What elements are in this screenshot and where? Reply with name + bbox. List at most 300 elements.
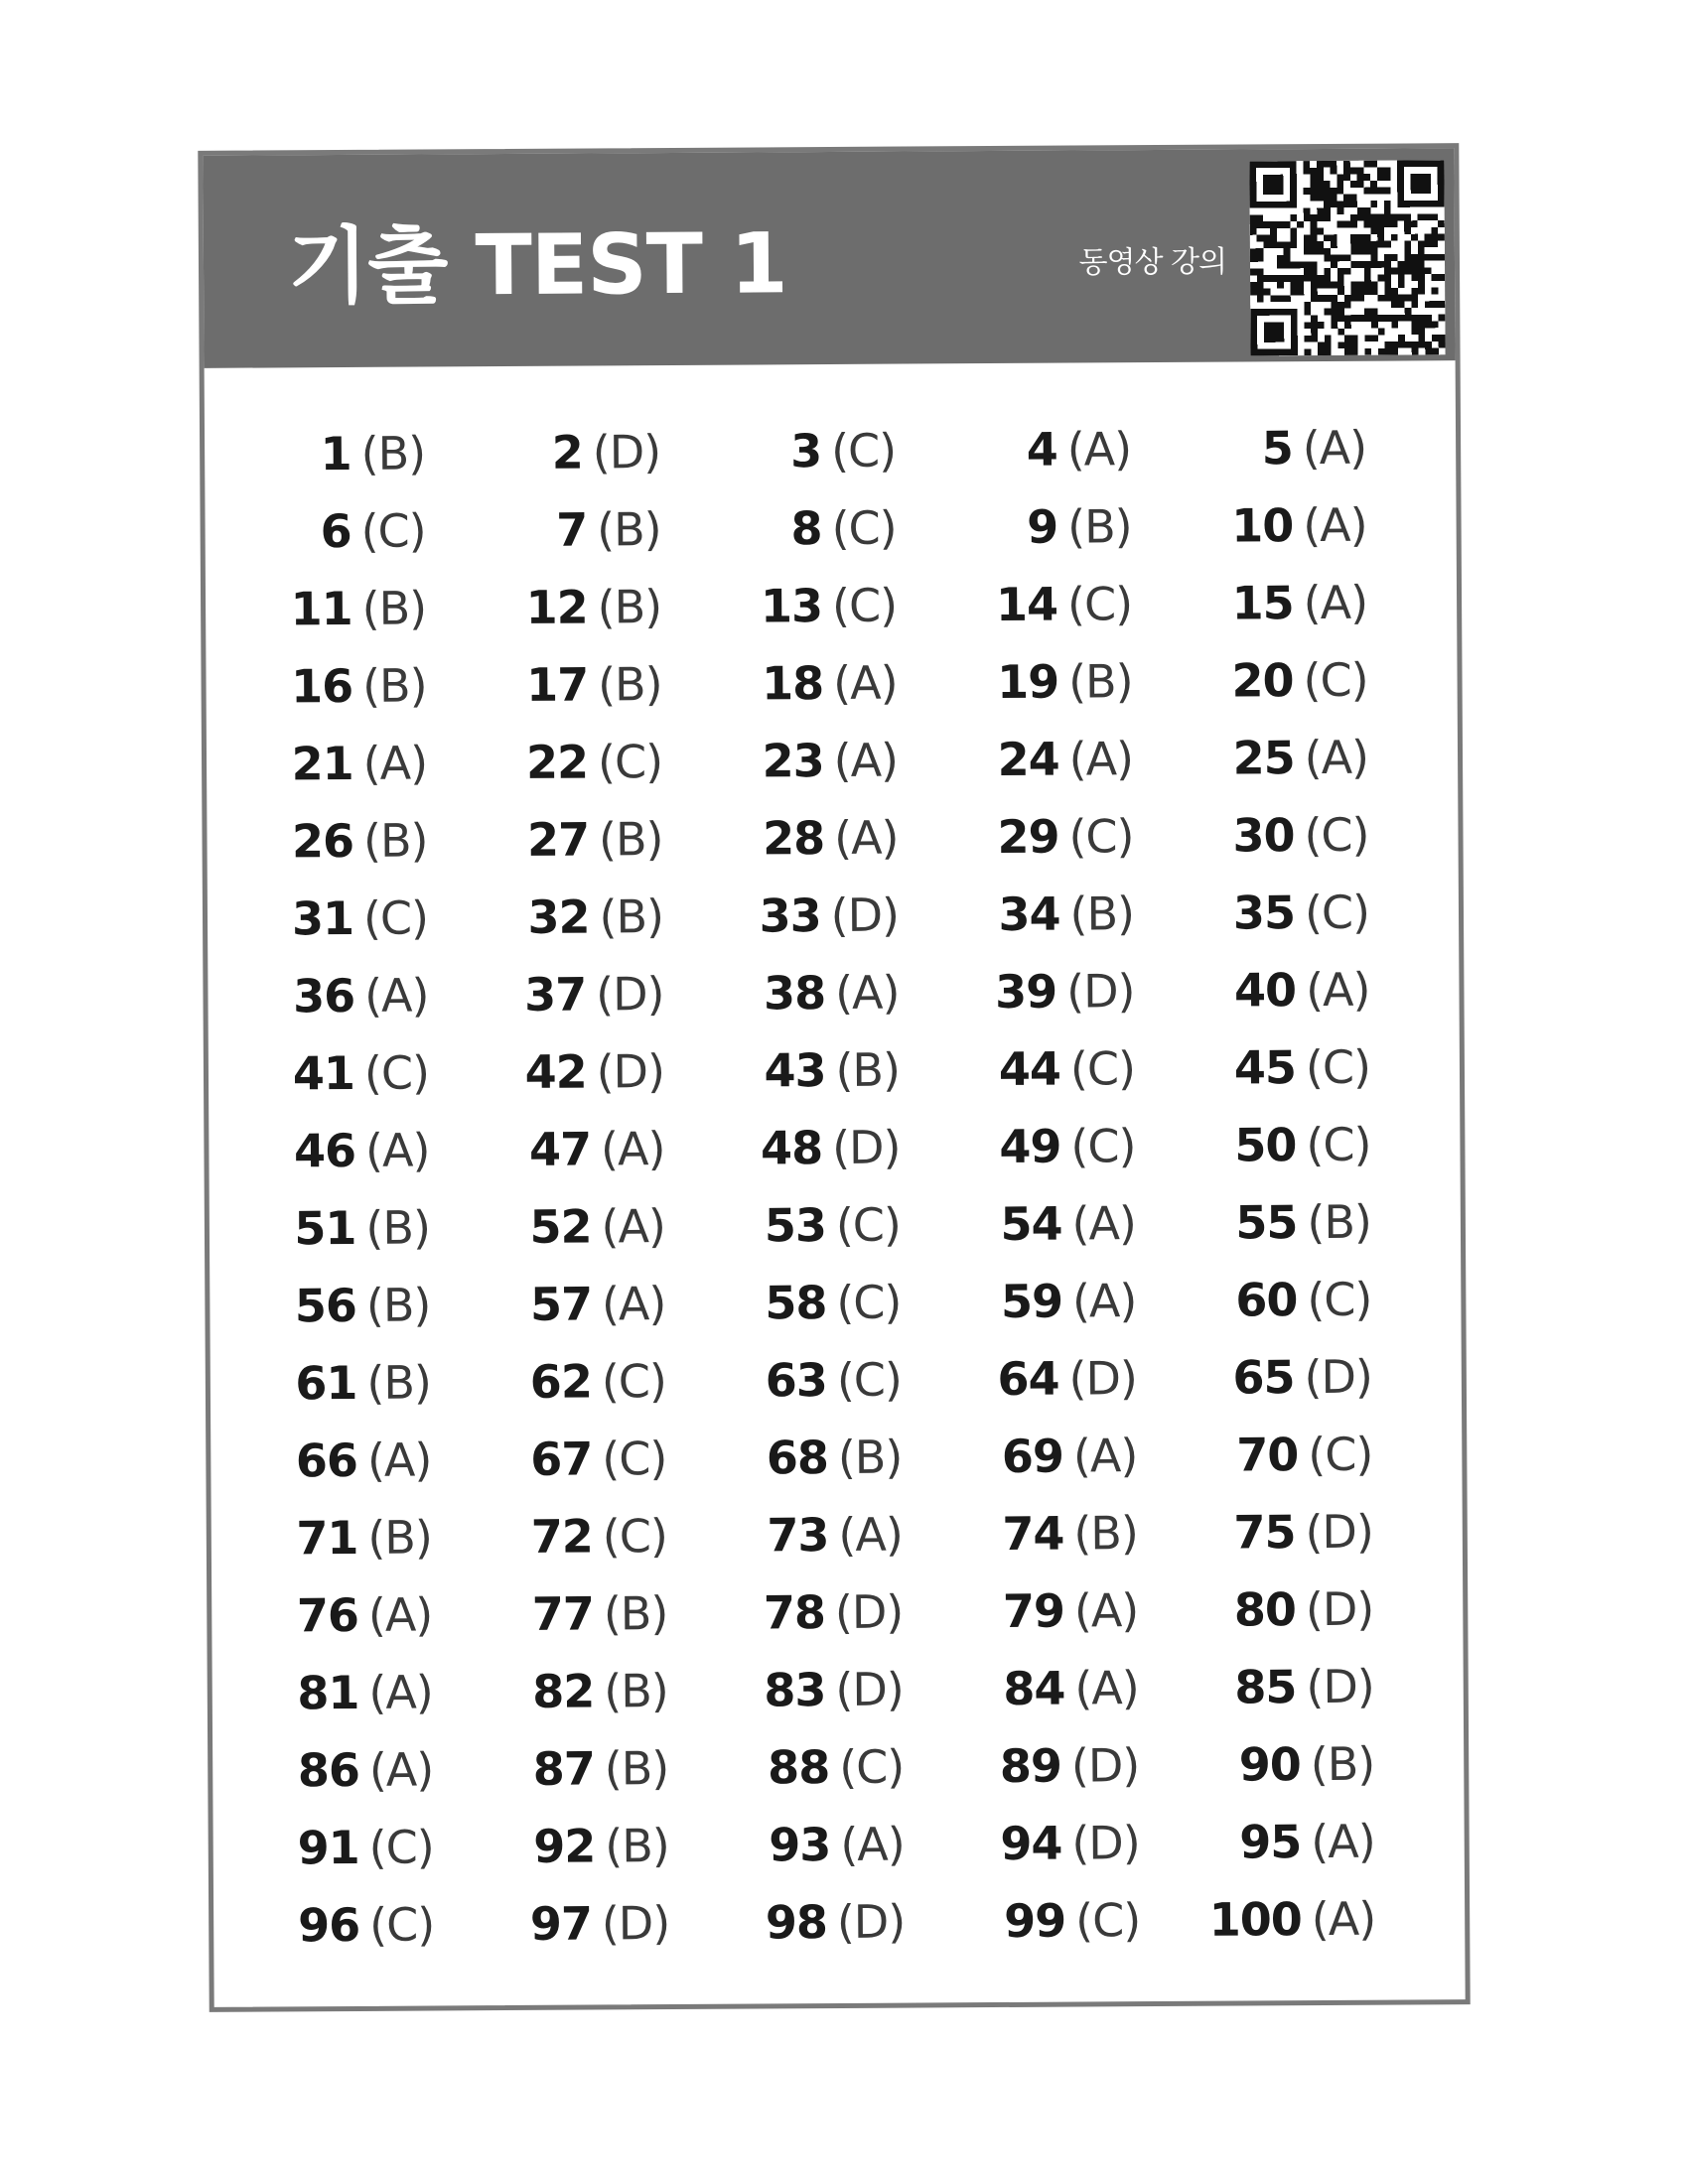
answer-choice: (B): [365, 1278, 431, 1332]
answer-item: [249, 1266, 485, 1344]
answer-item: [251, 1498, 487, 1576]
answer-item: [958, 1804, 1194, 1882]
question-number: 66: [295, 1433, 358, 1488]
question-number: 95: [1239, 1815, 1302, 1869]
question-number: 85: [1234, 1660, 1297, 1714]
answer-item: [953, 875, 1189, 953]
page-title: 기출 TEST 1: [287, 214, 787, 316]
question-number: 44: [998, 1041, 1061, 1096]
answer-choice: (D): [834, 1584, 904, 1640]
answer-choice: (D): [592, 425, 661, 479]
answer-choice: (C): [1069, 1041, 1136, 1096]
answer-choice: (B): [1069, 887, 1135, 941]
answer-item: [487, 1574, 722, 1653]
question-number: 42: [524, 1044, 587, 1099]
question-number: 25: [1232, 731, 1295, 785]
question-number: 12: [525, 580, 588, 634]
question-number: 63: [765, 1353, 828, 1408]
answer-item: [488, 1807, 723, 1885]
answer-item: [719, 1108, 954, 1186]
question-number: 94: [1000, 1816, 1062, 1870]
question-number: 32: [527, 889, 590, 944]
answer-row: [250, 1337, 1427, 1422]
question-number: 26: [291, 813, 354, 869]
answer-choice: (A): [834, 965, 900, 1020]
question-number: 92: [533, 1819, 596, 1873]
answer-item: [248, 1111, 484, 1189]
question-number: 28: [762, 811, 825, 866]
answer-row: [246, 718, 1423, 802]
answer-choice: (B): [1067, 654, 1133, 709]
question-number: 46: [293, 1123, 356, 1178]
answer-choice: (B): [604, 1741, 669, 1796]
question-number: 2: [551, 425, 583, 479]
answer-item: [952, 797, 1188, 876]
answer-item: [720, 1185, 955, 1264]
answer-row: [247, 873, 1424, 957]
question-number: 99: [1003, 1893, 1066, 1948]
question-number: 76: [296, 1587, 359, 1643]
answer-choice: (B): [597, 580, 662, 634]
question-number: 47: [528, 1122, 592, 1176]
question-number: 65: [1232, 1350, 1295, 1405]
answer-choice: (B): [837, 1430, 903, 1484]
question-number: 93: [769, 1818, 831, 1872]
question-number: 88: [768, 1740, 830, 1795]
question-number: 10: [1231, 498, 1294, 553]
answer-choice: (A): [838, 1507, 903, 1562]
answer-item: [723, 1727, 958, 1806]
answer-item: [959, 1881, 1195, 1960]
answer-item: [956, 1417, 1192, 1495]
question-number: 100: [1208, 1892, 1302, 1947]
answer-choice: (D): [1068, 1351, 1138, 1406]
question-number: 53: [764, 1198, 827, 1253]
question-number: 27: [526, 812, 590, 867]
answer-choice: (D): [830, 887, 900, 943]
answer-item: [716, 566, 951, 644]
answer-choice: (D): [1304, 1349, 1373, 1405]
question-number: 9: [1026, 499, 1058, 554]
answer-choice: (A): [1072, 1429, 1138, 1483]
answer-item: [480, 413, 715, 491]
answer-row: [245, 563, 1422, 647]
answer-item: [1188, 795, 1423, 874]
question-number: 14: [995, 577, 1058, 631]
answer-key-header: [203, 148, 1455, 368]
answer-choice: (C): [368, 1820, 434, 1874]
question-number: 37: [523, 967, 587, 1022]
question-number: 80: [1233, 1582, 1297, 1637]
answer-choice: (A): [1303, 575, 1368, 630]
answer-item: [252, 1808, 488, 1886]
question-number: 78: [763, 1585, 826, 1640]
question-number: 91: [297, 1820, 359, 1875]
answer-choice: (A): [1071, 1274, 1137, 1328]
answer-row: [246, 795, 1423, 880]
answer-item: [1193, 1570, 1428, 1648]
answer-choice: (A): [1302, 420, 1367, 476]
question-number: 84: [1003, 1661, 1065, 1715]
answer-item: [1194, 1647, 1429, 1725]
answer-item: [1187, 640, 1422, 719]
video-lecture-label: 동영상 강의: [1078, 244, 1227, 281]
answer-choice: (B): [597, 502, 661, 557]
answer-choice: (C): [835, 1197, 902, 1252]
question-number: 70: [1236, 1428, 1299, 1482]
answer-choice: (A): [364, 1123, 430, 1177]
answer-choice: (C): [831, 500, 897, 556]
answer-item: [246, 724, 482, 802]
answer-choice: (C): [1303, 652, 1368, 708]
answer-item: [485, 1187, 720, 1266]
question-number: 24: [997, 732, 1059, 786]
question-number: 16: [290, 658, 353, 714]
answer-item: [717, 798, 952, 877]
question-number: 3: [789, 424, 822, 478]
question-number: 83: [764, 1663, 826, 1717]
answer-item: [1192, 1337, 1427, 1416]
answer-item: [488, 1729, 723, 1808]
answer-row: [252, 1802, 1429, 1886]
answer-item: [1190, 1105, 1425, 1183]
answer-row: [249, 1182, 1426, 1267]
answer-choice: (C): [1068, 809, 1134, 864]
question-number: 51: [294, 1200, 356, 1256]
answer-item: [954, 1107, 1190, 1185]
question-number: 61: [295, 1355, 357, 1411]
answer-choice: (B): [1066, 499, 1132, 554]
answer-choice: (A): [1305, 962, 1370, 1018]
question-number: 38: [763, 966, 826, 1021]
question-number: 60: [1235, 1273, 1298, 1327]
answer-choice: (C): [1075, 1893, 1141, 1948]
answer-item: [487, 1497, 722, 1575]
question-number: 5: [1261, 421, 1293, 476]
answer-item: [247, 956, 483, 1034]
answer-choice: (B): [361, 658, 427, 713]
answer-choice: (A): [600, 1122, 665, 1176]
answer-choice: (D): [1071, 1816, 1140, 1870]
answer-choice: (B): [1307, 1194, 1372, 1250]
answer-choice: (B): [1310, 1736, 1375, 1792]
question-number: 39: [994, 964, 1057, 1020]
question-number: 6: [320, 503, 352, 559]
answer-item: [247, 879, 483, 957]
answer-item: [1194, 1802, 1429, 1880]
answer-choice: (A): [1071, 1196, 1137, 1251]
question-number: 52: [529, 1199, 592, 1254]
question-number: 48: [760, 1121, 823, 1175]
question-number: 15: [1231, 576, 1294, 630]
question-number: 72: [530, 1509, 593, 1564]
answer-row: [251, 1492, 1428, 1576]
question-number: 58: [765, 1276, 827, 1330]
answer-choice: (D): [1305, 1504, 1373, 1560]
answer-item: [1195, 1879, 1430, 1958]
answer-choice: (B): [605, 1819, 669, 1873]
answer-item: [250, 1343, 486, 1422]
answer-choice: (C): [1306, 1117, 1371, 1172]
answer-item: [1191, 1182, 1426, 1261]
question-number: 54: [1000, 1196, 1062, 1251]
question-number: 23: [762, 734, 824, 788]
answer-item: [482, 723, 717, 801]
answer-item: [486, 1342, 721, 1421]
question-number: 74: [1002, 1506, 1064, 1561]
answer-row: [253, 1879, 1430, 1964]
answer-item: [951, 642, 1187, 721]
answer-item: [481, 645, 716, 724]
answer-item: [1194, 1724, 1429, 1803]
answer-choice: (A): [840, 1817, 905, 1871]
question-number: 86: [297, 1742, 360, 1798]
answer-row: [244, 485, 1421, 570]
answer-choice: (A): [363, 968, 429, 1023]
answer-choice: (C): [1308, 1427, 1373, 1482]
answer-choice: (C): [1066, 577, 1133, 631]
question-number: 82: [532, 1664, 595, 1718]
answer-item: [953, 952, 1189, 1030]
answer-choice: (C): [1304, 807, 1369, 863]
answer-item: [720, 1263, 955, 1341]
question-number: 4: [1026, 422, 1057, 477]
answer-choice: (A): [1066, 422, 1132, 477]
answer-item: [246, 801, 482, 880]
answer-item: [485, 1265, 720, 1343]
answer-choice: (D): [601, 1896, 670, 1951]
answer-choice: (C): [602, 1432, 667, 1486]
answer-item: [724, 1882, 959, 1961]
answer-item: [955, 1262, 1191, 1340]
answer-choice: (B): [360, 426, 426, 480]
answer-choice: (A): [1311, 1891, 1376, 1947]
answer-choice: (C): [597, 735, 663, 789]
answer-choice: (C): [836, 1275, 902, 1329]
answer-item: [248, 1033, 484, 1112]
answer-item: [249, 1188, 485, 1267]
answer-choice: (A): [601, 1277, 666, 1331]
question-number: 34: [998, 887, 1060, 941]
answer-choice: (C): [1305, 1039, 1371, 1095]
answer-item: [250, 1421, 486, 1499]
question-number: 62: [529, 1354, 593, 1409]
answer-choice: (D): [1065, 964, 1135, 1019]
answer-item: [950, 487, 1186, 566]
qr-code-icon[interactable]: [1249, 160, 1445, 355]
question-number: 30: [1232, 808, 1295, 863]
answer-choice: (C): [363, 1045, 430, 1100]
answer-item: [489, 1884, 724, 1963]
answer-choice: (C): [839, 1739, 905, 1794]
answer-item: [950, 410, 1186, 488]
answer-choice: (A): [1311, 1814, 1375, 1869]
question-number: 69: [1001, 1429, 1064, 1483]
answer-choice: (A): [1074, 1661, 1139, 1715]
answer-item: [722, 1572, 957, 1651]
answer-choice: (A): [601, 1199, 666, 1254]
answer-item: [954, 1029, 1190, 1108]
answer-row: [248, 1105, 1425, 1189]
answer-item: [484, 1110, 719, 1188]
question-number: 17: [525, 657, 589, 712]
answer-item: [1189, 950, 1424, 1028]
answer-row: [249, 1260, 1426, 1344]
question-number: 87: [532, 1741, 595, 1796]
answer-choice: (A): [1304, 730, 1369, 785]
question-number: 18: [762, 656, 824, 711]
question-number: 20: [1231, 653, 1294, 708]
answer-item: [1192, 1415, 1427, 1493]
question-number: 56: [294, 1278, 357, 1333]
question-number: 29: [997, 809, 1059, 864]
answer-item: [480, 490, 715, 569]
question-number: 36: [292, 968, 355, 1024]
question-number: 45: [1233, 1040, 1297, 1095]
question-number: 41: [292, 1045, 355, 1101]
answer-item: [1190, 1027, 1425, 1106]
answer-choice: (C): [831, 578, 898, 633]
answer-choice: (D): [835, 1662, 904, 1717]
answer-choice: (B): [365, 1200, 431, 1255]
question-number: 22: [525, 735, 589, 789]
answer-row: [250, 1415, 1427, 1499]
answer-item: [244, 491, 480, 570]
question-number: 40: [1233, 963, 1297, 1018]
answer-item: [483, 878, 718, 956]
answer-choice: (A): [362, 736, 428, 790]
answer-row: [245, 640, 1422, 725]
answer-choice: (C): [1304, 885, 1370, 940]
question-number: 43: [764, 1043, 826, 1098]
answer-row: [247, 950, 1424, 1034]
question-number: 19: [996, 654, 1059, 709]
answer-item: [1187, 563, 1422, 641]
answer-choice: (B): [597, 657, 662, 712]
question-number: 98: [765, 1895, 828, 1950]
answer-item: [481, 568, 716, 646]
answer-item: [716, 643, 951, 722]
answer-item: [1188, 718, 1423, 796]
answer-choice: (A): [833, 810, 899, 865]
answer-choice: (C): [360, 503, 426, 558]
answer-choice: (A): [1073, 1583, 1139, 1638]
answer-item: [952, 720, 1188, 798]
question-number: 21: [291, 736, 353, 791]
answer-item: [956, 1339, 1192, 1418]
answer-item: [958, 1649, 1194, 1727]
answer-choice: (C): [602, 1509, 667, 1564]
answer-choice: (D): [1070, 1738, 1140, 1793]
answer-item: [488, 1652, 723, 1730]
question-number: 71: [296, 1510, 358, 1566]
answer-item: [718, 953, 953, 1031]
answer-choice: (C): [601, 1354, 667, 1409]
question-number: 8: [790, 501, 822, 556]
question-number: 7: [555, 502, 588, 557]
question-number: 89: [999, 1738, 1062, 1793]
answer-choice: (C): [836, 1352, 903, 1407]
answer-choice: (B): [367, 1510, 432, 1565]
answer-choice: (A): [833, 655, 898, 710]
answer-item: [721, 1418, 956, 1496]
answer-item: [723, 1805, 958, 1883]
answer-item: [486, 1420, 721, 1498]
answer-item: [1193, 1492, 1428, 1570]
answer-grid: [244, 408, 1431, 1964]
answer-item: [252, 1730, 488, 1809]
question-number: 59: [1000, 1274, 1063, 1328]
answer-choice: (D): [1305, 1581, 1374, 1637]
answer-choice: (A): [1303, 497, 1367, 553]
question-number: 64: [997, 1351, 1059, 1407]
answer-choice: (D): [836, 1894, 906, 1949]
answer-item: [1186, 485, 1421, 564]
answer-item: [1189, 873, 1424, 951]
question-number: 49: [999, 1119, 1061, 1173]
answer-choice: (A): [367, 1587, 433, 1642]
answer-item: [723, 1650, 958, 1728]
answer-choice: (B): [598, 812, 663, 867]
answer-choice: (D): [595, 967, 664, 1022]
answer-item: [484, 1032, 719, 1111]
answer-item: [1191, 1260, 1426, 1338]
answer-item: [722, 1495, 957, 1573]
answer-item: [482, 800, 717, 879]
answer-row: [251, 1570, 1428, 1654]
answer-choice: (C): [1070, 1119, 1136, 1173]
answer-choice: (B): [835, 1042, 901, 1097]
question-number: 77: [531, 1586, 595, 1641]
answer-item: [719, 1030, 954, 1109]
question-number: 73: [767, 1508, 829, 1563]
question-number: 96: [298, 1897, 360, 1953]
question-number: 79: [1002, 1583, 1065, 1638]
answer-choice: (A): [368, 1742, 434, 1797]
answer-item: [957, 1494, 1193, 1572]
answer-choice: (D): [1306, 1659, 1374, 1714]
answer-row: [252, 1647, 1429, 1731]
answer-item: [252, 1653, 488, 1731]
answer-choice: (C): [830, 423, 897, 478]
answer-item: [244, 414, 480, 492]
answer-choice: (D): [596, 1044, 665, 1099]
answer-choice: (A): [1068, 732, 1134, 786]
question-number: 97: [529, 1896, 593, 1951]
answer-row: [244, 408, 1421, 492]
answer-choice: (C): [362, 890, 429, 945]
question-number: 1: [320, 426, 352, 481]
answer-choice: (D): [831, 1120, 901, 1175]
answer-item: [245, 646, 481, 725]
question-number: 35: [1232, 886, 1296, 940]
question-number: 57: [529, 1277, 593, 1331]
question-number: 75: [1233, 1505, 1296, 1560]
answer-choice: (A): [368, 1665, 433, 1719]
answer-choice: (B): [366, 1355, 432, 1410]
answer-choice: (B): [599, 889, 664, 944]
answer-item: [715, 488, 950, 567]
answer-item: [957, 1571, 1193, 1650]
answer-item: [718, 876, 953, 954]
answer-choice: (C): [1307, 1272, 1372, 1327]
answer-item: [483, 955, 718, 1033]
answer-item: [1186, 408, 1421, 486]
answer-choice: (B): [604, 1664, 668, 1718]
question-number: 11: [290, 581, 352, 636]
answer-choice: (B): [362, 813, 428, 868]
question-number: 50: [1234, 1118, 1297, 1172]
